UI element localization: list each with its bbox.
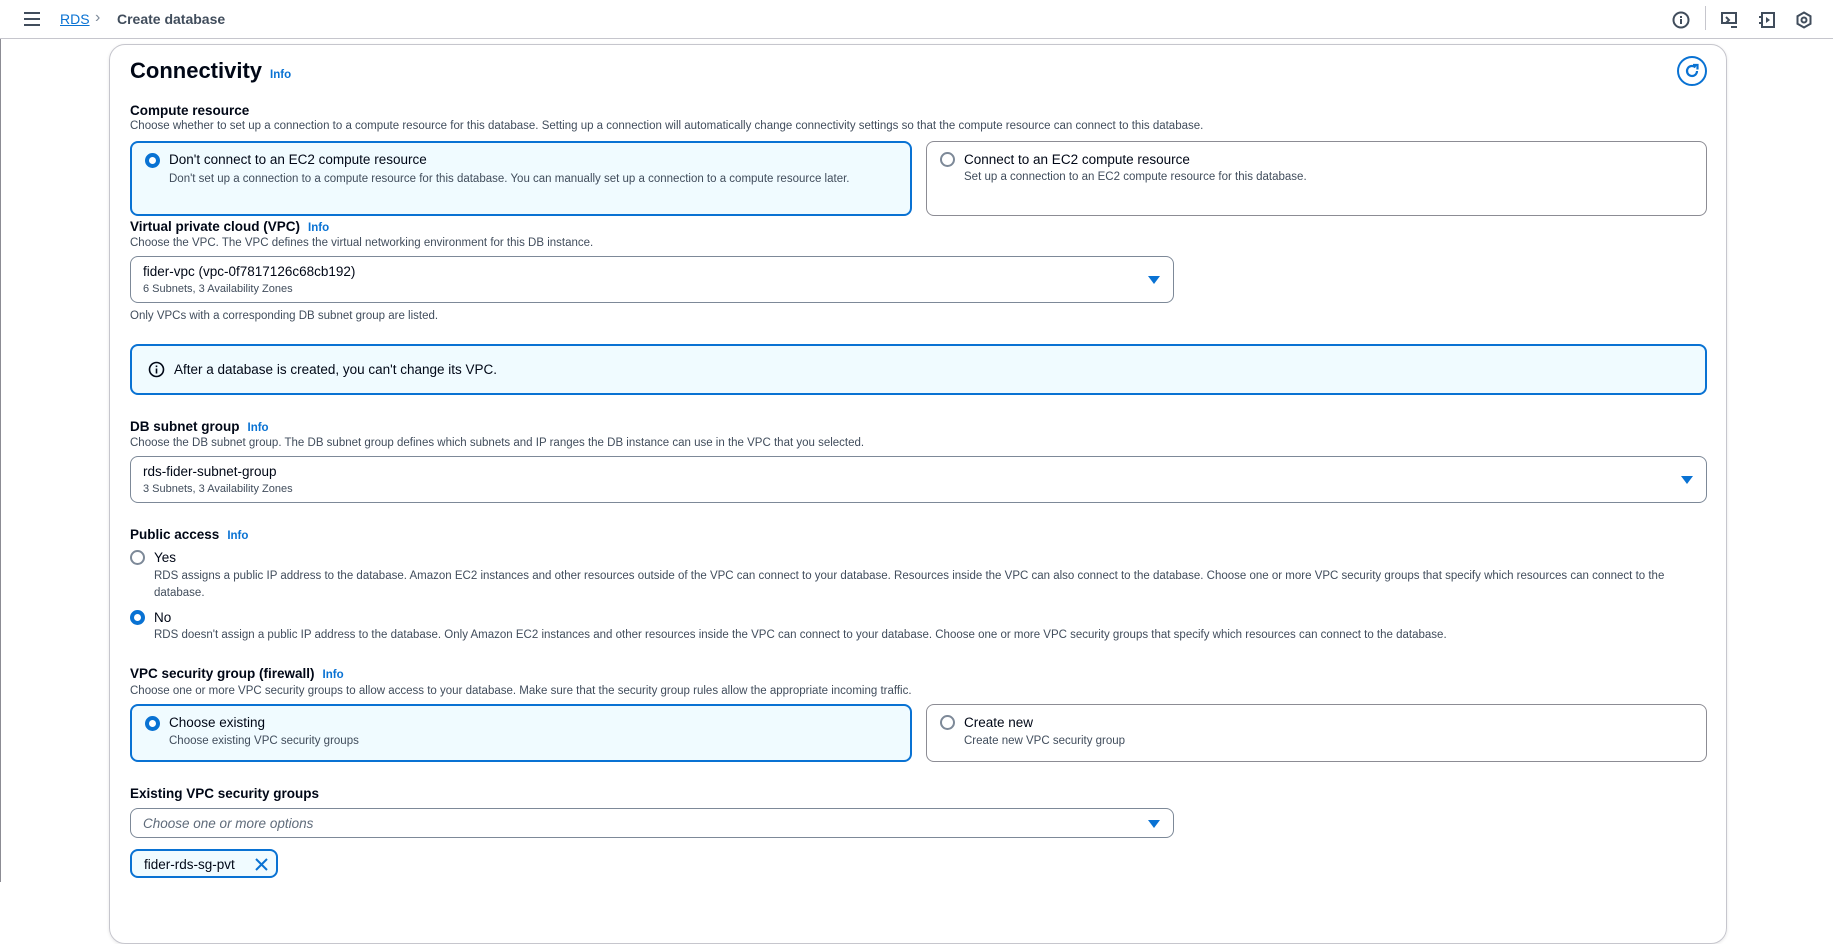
radio-desc: RDS doesn't assign a public IP address to the database. Only Amazon EC2 instances and other resources inside the VPC can connect to your database. Choose one or more VPC security groups that specify which resources can connect to the database. (154, 629, 1447, 641)
refresh-button[interactable] (1677, 56, 1707, 86)
subnet-select[interactable] (130, 456, 1707, 503)
token-label: fider-rds-sg-pvt (144, 857, 235, 872)
radio-dont-connect[interactable] (145, 153, 160, 168)
select-value: fider-vpc (vpc-0f7817126c68cb192) (143, 264, 356, 279)
caret-down-icon (1148, 276, 1160, 284)
left-edge (0, 39, 1, 882)
settings-hex-icon[interactable] (1793, 9, 1815, 31)
tile-choose-existing[interactable] (130, 704, 912, 762)
remove-token-icon[interactable] (255, 858, 268, 871)
vpc-desc: Choose the VPC. The VPC defines the virtual networking environment for this DB instance. (130, 237, 594, 249)
select-sub: 3 Subnets, 3 Availability Zones (143, 483, 293, 495)
refresh-icon (1683, 62, 1701, 80)
compute-desc: Choose whether to set up a connection to a compute resource for this database. Setting up a connection will automatically change connectivity settings so that the compute resource can connect to this database. (130, 120, 1204, 132)
tile-title: Connect to an EC2 compute resource (964, 152, 1190, 167)
tile-desc: Choose existing VPC security groups (169, 735, 359, 747)
top-bar (0, 0, 1833, 39)
vpc-select[interactable] (130, 256, 1174, 303)
tile-title: Create new (964, 715, 1034, 730)
select-sub: 6 Subnets, 3 Availability Zones (143, 283, 293, 295)
existing-sg-multiselect[interactable] (130, 808, 1174, 838)
select-value: rds-fider-subnet-group (143, 464, 277, 479)
info-link[interactable]: Info (247, 422, 269, 434)
tile-dont-connect[interactable] (130, 141, 912, 216)
chevron-right-icon: › (95, 9, 101, 26)
info-icon[interactable] (1670, 9, 1692, 31)
subnet-label: DB subnet group (130, 419, 240, 434)
breadcrumb-rds[interactable]: RDS (60, 11, 90, 27)
radio-choose-existing[interactable] (145, 716, 160, 731)
tile-title: Don't connect to an EC2 compute resource (169, 152, 427, 167)
subnet-desc: Choose the DB subnet group. The DB subnet group defines which subnets and IP ranges the DB instance can use in the VPC that you selected. (130, 437, 865, 449)
radio-connect-ec2[interactable] (940, 152, 955, 167)
tile-create-new[interactable] (926, 704, 1707, 762)
notebook-icon[interactable] (1756, 9, 1778, 31)
breadcrumb-current: Create database (117, 11, 226, 27)
radio-public-no[interactable] (130, 610, 145, 625)
placeholder: Choose one or more options (143, 816, 314, 831)
info-link[interactable]: Info (322, 669, 344, 681)
info-link[interactable]: Info (270, 69, 292, 81)
existing-sg-label: Existing VPC security groups (130, 786, 320, 801)
tile-title: Choose existing (169, 715, 266, 730)
sg-desc: Choose one or more VPC security groups to allow access to your database. Make sure that the security group rules allow the appropriate incoming traffic. (130, 685, 912, 697)
info-link[interactable]: Info (227, 530, 249, 542)
radio-public-yes[interactable] (130, 550, 145, 565)
divider (1705, 6, 1706, 30)
radio-label: Yes (154, 550, 177, 565)
info-link[interactable]: Info (308, 222, 330, 234)
caret-down-icon (1148, 820, 1160, 828)
alert-text: After a database is created, you can't change its VPC. (174, 362, 498, 377)
section-title: Connectivity (130, 58, 263, 83)
compute-label: Compute resource (130, 103, 250, 118)
info-circle-icon (148, 361, 165, 378)
cloudshell-icon[interactable] (1718, 9, 1740, 31)
menu-icon[interactable] (24, 12, 40, 26)
radio-desc: RDS assigns a public IP address to the database. Amazon EC2 instances and other resources outside of the VPC can connect to your database. Resources inside the VPC can also connect to the database. Choose one or more VPC security groups that specify which resources can connect to the database. (154, 570, 1665, 599)
tile-desc: Create new VPC security group (964, 735, 1126, 747)
sg-token (130, 849, 278, 878)
vpc-label: Virtual private cloud (VPC) (130, 219, 301, 234)
tile-connect-ec2[interactable] (926, 141, 1707, 216)
radio-label: No (154, 610, 172, 625)
vpc-hint: Only VPCs with a corresponding DB subnet group are listed. (130, 310, 439, 322)
public-access-label: Public access (130, 527, 220, 542)
tile-desc: Set up a connection to an EC2 compute resource for this database. (964, 171, 1307, 183)
tile-desc: Don't set up a connection to a compute resource for this database. You can manually set up a connection to a compute resource later. (169, 173, 850, 185)
radio-create-new[interactable] (940, 715, 955, 730)
sg-label: VPC security group (firewall) (130, 666, 315, 681)
caret-down-icon (1681, 476, 1693, 484)
info-alert (130, 344, 1707, 395)
